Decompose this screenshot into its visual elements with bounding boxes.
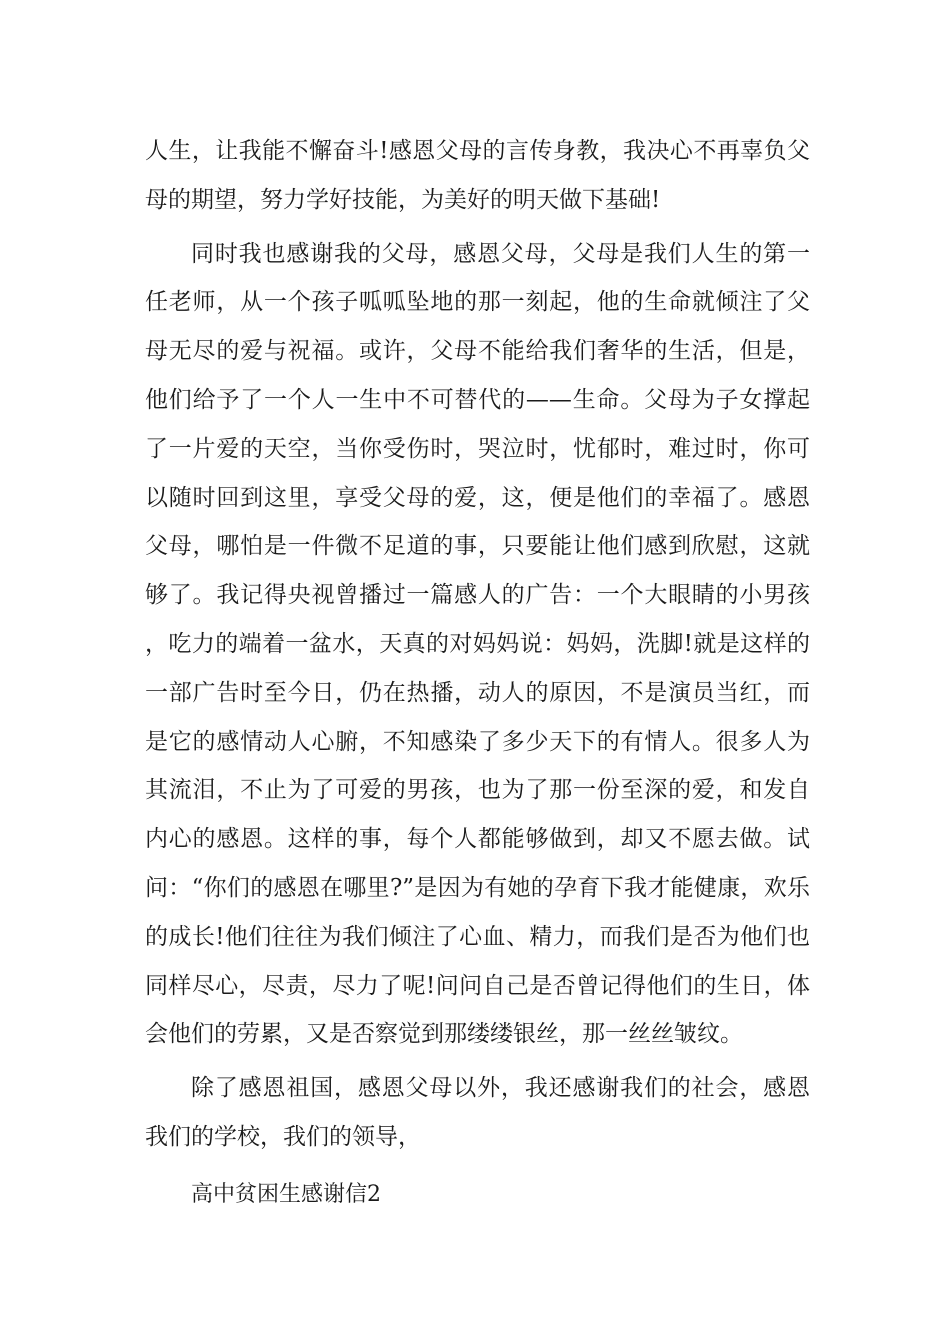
document-page [145,127,810,1220]
paragraph-parents: 同时我也感谢我的父母，感恩父母，父母是我们人生的第一任老师，从一个孩子呱呱坠地的那一刻起，他的生命就倾注了父母无尽的爱与祝福。或许，父母不能给我们奢华的生活，但是，他们给予了一个人一生中不可替代的——生命。父母为子女撑起了一片爱的天空，当你受伤时，哭泣时，忧郁时，难过时，你可以随时回到这里，享受父母的爱，这，便是他们的幸福了。感恩父母，哪怕是一件微不足道的事，只要能让他们感到欣慰，这就够了。我记得央视曾播过一篇感人的广告：一个大眼睛的小男孩，吃力的端着一盆水，天真的对妈妈说：妈妈，洗脚!就是这样的一部广告时至今日，仍在热播，动人的原因，不是演员当红，而是它的感情动人心腑，不知感染了多少天下的有情人。很多人为其流泪，不止为了可爱的男孩，也为了那一份至深的爱，和发自内心的感恩。这样的事，每个人都能够做到，却又不愿去做。试问：“你们的感恩在哪里?”是因为有她的孕育下我才能健康，欢乐的成长!他们往往为我们倾注了心血、精力，而我们是否为他们也同样尽心，尽责，尽力了呢!问问自己是否曾记得他们的生日，体会他们的劳累，又是否察觉到那缕缕银丝，那一丝丝皱纹。 [145,240,810,1048]
section-heading: 高中贫困生感谢信2 [191,1181,381,1207]
paragraph-continuation: 人生，让我能不懈奋斗!感恩父母的言传身教，我决心不再辜负父母的期望，努力学好技能，为美好的明天做下基础! [145,138,810,213]
paragraph-society: 除了感恩祖国，感恩父母以外，我还感谢我们的社会，感恩我们的学校，我们的领导， [145,1075,810,1150]
